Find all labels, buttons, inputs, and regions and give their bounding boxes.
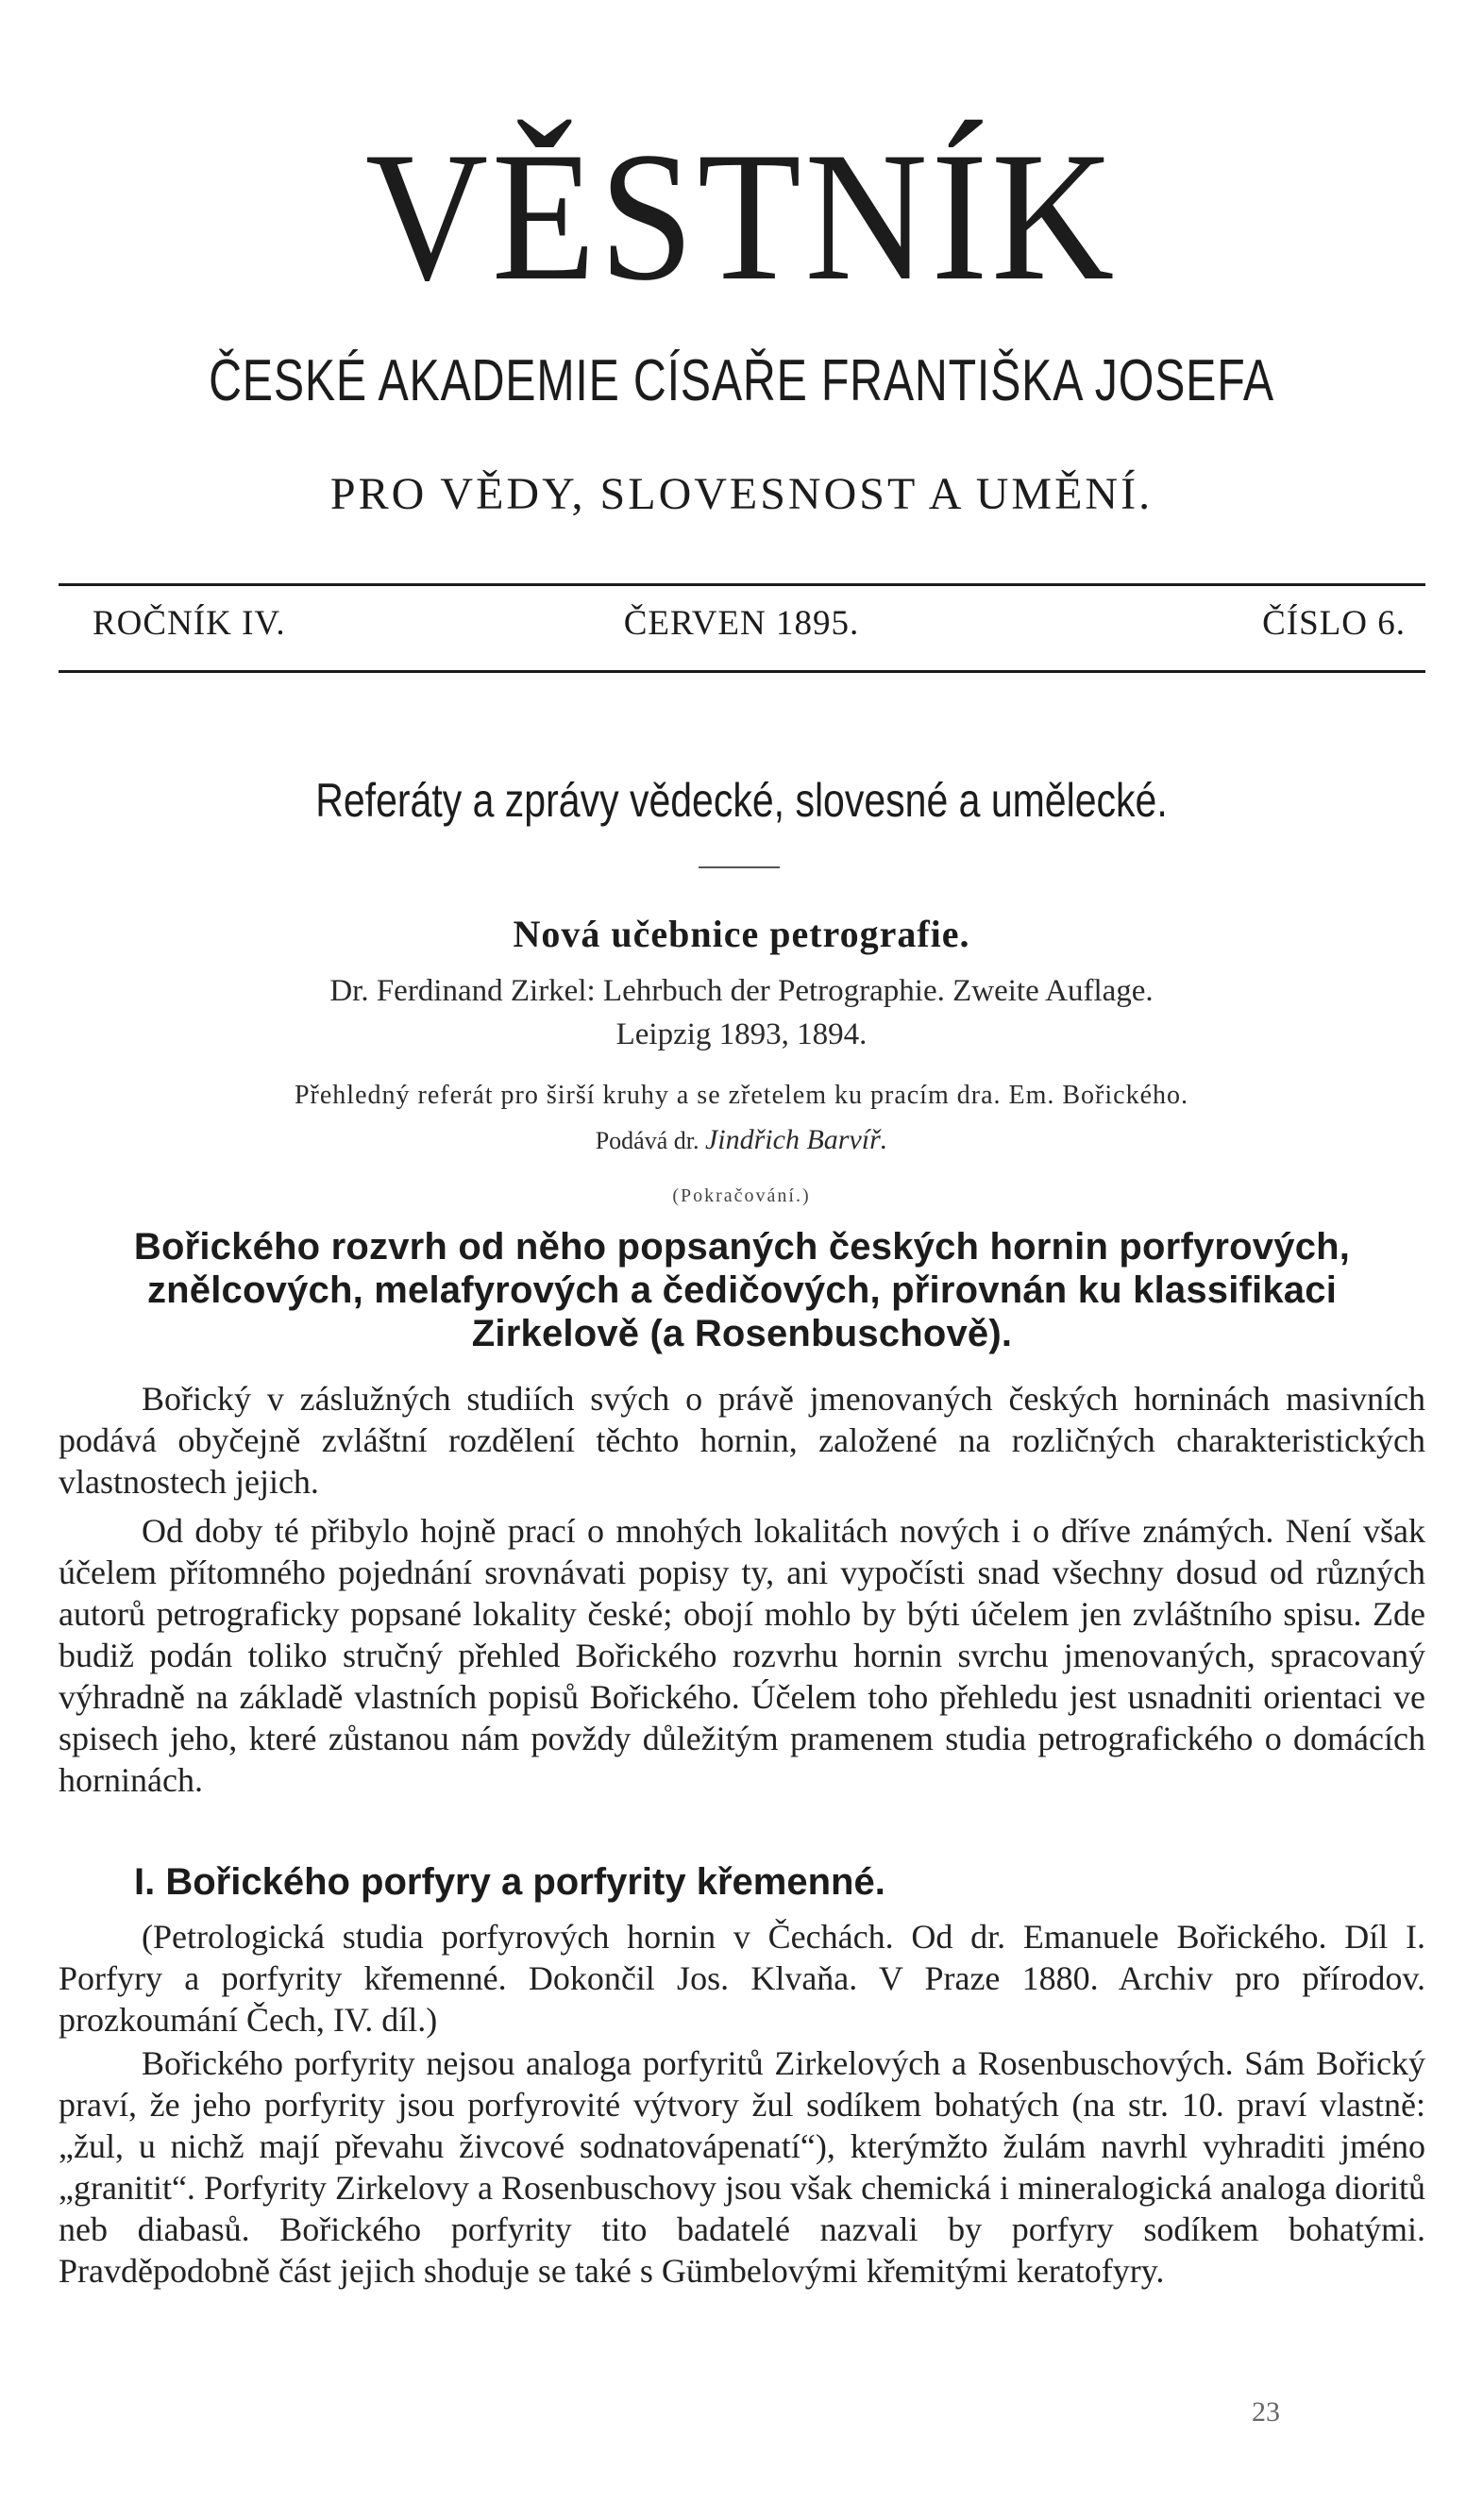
paragraph-1	[59, 1378, 1425, 1503]
subsection-heading: I. Bořického porfyry a porfyrity křemenné.	[134, 1861, 885, 1903]
top-rule	[59, 583, 1425, 586]
journal-title: VĚSTNÍK	[364, 114, 1119, 319]
section-title: Referáty a zprávy vědecké, slovesné a umělecké.	[315, 774, 1168, 827]
paragraph-3	[59, 1916, 1425, 2041]
paragraph-2-text: Od doby té přibylo hojně prací o mnohých lokalitách nových i o dříve známých. Není však účelem přítomného pojednání srovnávati popisy ty, ani vypočísti snad všechny dosud od různých autorů petrograficky popsané lokality české; obojí mohlo by býti účelem jen zvláštního spisu. Zde budiž podán toliko stručný přehled Bořického rozvrhu hornin svrchu jmenovaných, spracovaný výhradně na základě vlastních popisů Bořického. Účelem toho přehledu jest usnadniti orientaci ve spisech jeho, které zůstanou nám povždy důležitým pramenem studia petrografického o domácích horninách.	[59, 1512, 1425, 1799]
paragraph-4	[59, 2042, 1425, 2292]
section-divider	[699, 866, 780, 868]
presented-by-prefix: Podává dr.	[595, 1127, 699, 1154]
paragraph-3-text: (Petrologická studia porfyrových hornin v Čechách. Od dr. Emanuele Bořického. Díl I. Porfyry a porfyrity křemenné. Dokončil Jos. Klvaňa. V Praze 1880. Archiv pro přírodov. prozkoumání Čech, IV. díl.)	[59, 1918, 1425, 2039]
overview-note: Přehledný referát pro širší kruhy a se zřetelem ku pracím dra. Em. Bořického.	[294, 1081, 1189, 1110]
book-reference-line1: Dr. Ferdinand Zirkel: Lehrbuch der Petrographie. Zweite Auflage.	[329, 974, 1154, 1008]
paragraph-2	[59, 1510, 1425, 1801]
author-name: Jindřich Barvíř.	[704, 1124, 888, 1155]
volume-label: ROČNÍK IV.	[93, 604, 286, 643]
article-title: Nová učebnice petrografie.	[513, 913, 970, 955]
issue-number: ČÍSLO 6.	[1262, 604, 1406, 643]
paragraph-4-text: Bořického porfyrity nejsou analoga porfyritů Zirkelových a Rosenbuschových. Sám Bořický praví, že jeho porfyrity jsou porfyrovité výtvory žul sodíkem bohatých (na str. 10. praví vlastně: „žul, u nichž mají převahu živcové sodnatovápenatí“), kterýmžto žulám navrhl vyhraditi jméno „granitit“. Porfyrity Zirkelovy a Rosenbuschovy jsou však chemická i mineralogická analoga dioritů neb diabasů. Bořického porfyrity tito badatelé nazvali by porfyry sodíkem bohatými. Pravděpodobně část jejich shoduje se také s Gümbelovými křemitými keratofyry.	[59, 2044, 1425, 2290]
issue-date: ČERVEN 1895.	[623, 604, 860, 643]
paragraph-1-text: Bořický v záslužných studiích svých o právě jmenovaných českých horninách masivních podává obyčejně zvláštní rozdělení těchto hornin, založené na rozličných charakteristických vlastnostech jejich.	[59, 1380, 1425, 1501]
journal-subtitle-academy: ČESKÉ AKADEMIE CÍSAŘE FRANTIŠKA JOSEFA	[209, 348, 1274, 413]
article-heading: Bořického rozvrh od něho popsaných českých hornin porfyrových, znělcových, melafyrových a čedičových, přirovnán ku klassifikaci Zirkelově (a Rosenbuschově).	[133, 1226, 1351, 1354]
continuation-note: (Pokračování.)	[672, 1185, 811, 1206]
page-number: 23	[1252, 2396, 1280, 2428]
journal-subtitle-fields: PRO VĚDY, SLOVESNOST A UMĚNÍ.	[329, 469, 1154, 519]
book-reference-line2: Leipzig 1893, 1894.	[615, 1017, 868, 1051]
bottom-rule	[59, 670, 1425, 673]
presented-by	[0, 1123, 1483, 1158]
